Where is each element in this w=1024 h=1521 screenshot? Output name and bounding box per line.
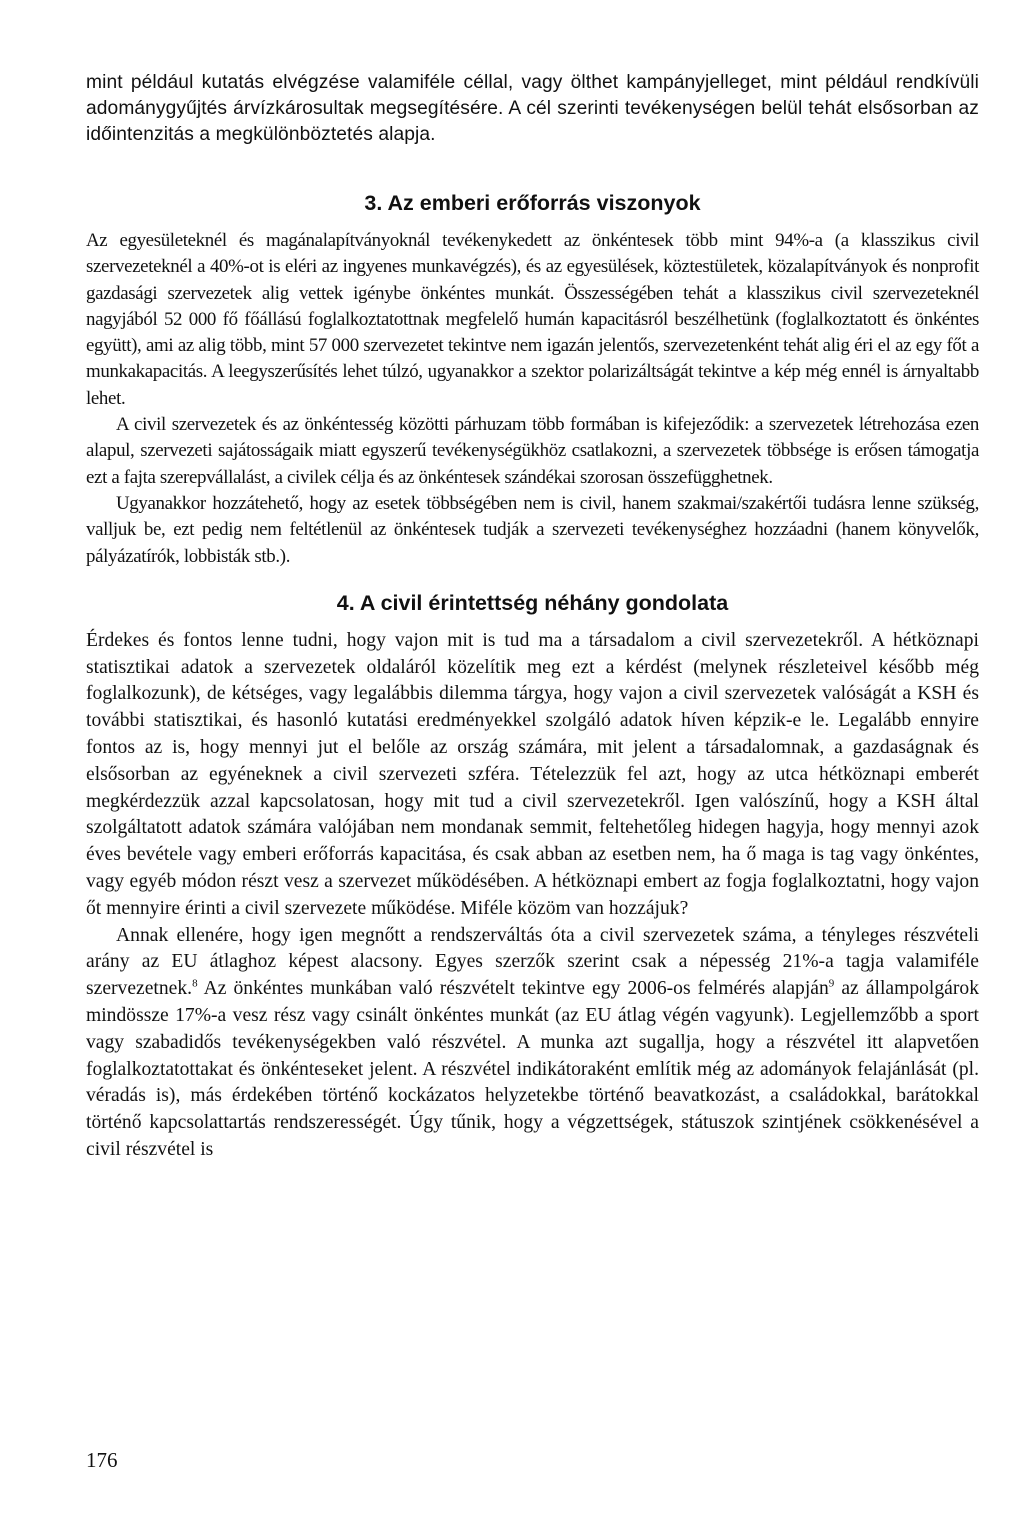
paragraph-text: az állampolgárok mindössze 17%-a vesz rész vagy csinált önkéntes munkát (az EU átlag végén vagyunk). Legjellemzőbb a sport vagy szabadidős tevékenységekben való részvétel. A munka azt sugallja, hogy a részvétel itt alapvetően foglalkoztatottakat és önkénteseket jelent. A részvétel indikátoraként említik még az adományok felajánlását (pl. véradás is), más érdekében történő kockázatos helyzetekbe történő beavatkozást, a családokkal, barátokkal történő kapcsolattartás rendszerességét. Úgy tűnik, hogy a végzettségek, státuszok szintjének csökkenésével a civil részvétel is [86, 978, 979, 1160]
section-3 [86, 188, 979, 570]
intro-block [86, 70, 979, 148]
section-4-paragraph: Érdekes és fontos lenne tudni, hogy vajon mit is tud ma a társadalom a civil szervezetekről. A hétköznapi statisztikai adatok a szervezetek oldaláról közelítik meg ezt a kérdést (melynek részleteivel később még foglalkozunk), de kétséges, vagy legalábbis dilemma tárgya, hogy vajon a civil szervezetek valóságát a KSH és további statisztikai, és hasonló kutatási eredményekkel szolgáló adatok híven képzik-e le. Legalább ennyire fontos az is, hogy mennyi jut el belőle az ország számára, mit jelent a társadalomnak, a gazdaságnak és elsősorban az egyéneknek a civil szervezeti szféra. Tételezzük fel azt, hogy az utca hétköznapi emberét megkérdezzük azzal kapcsolatosan, hogy mit tud a civil szervezetekről. Igen valószínű, hogy a KSH által szolgáltatott adatok számára valójában nem mondanak semmit, feltehetőleg hidegen hagyja, hogy mennyi azok éves bevétele vagy emberi erőforrás kapacitása, és csak abban az esetben nem, ha ő maga is tag vagy önkéntes, vagy egyéb módon részt vesz a szervezet működésében. A hétköznapi embert az fogja foglalkoztatni, hogy vajon őt mennyire érinti a civil szervezete működése. Miféle közöm van hozzájuk? [86, 629, 979, 919]
section-3-paragraph: A civil szervezetek és az önkéntesség közötti párhuzam több formában is kifejeződik: a szervezetek létrehozása ezen alapul, szervezeti sajátosságaik miatt egyszerű tevékenységükhöz csatlakozni, a szervezetek többsége is erősen támogatja ezt a fajta szerepvállalást, a civilek célja és az önkéntesek szándékai szorosan összefügghetnek. [86, 414, 979, 488]
section-3-heading: 3. Az emberi erőforrás viszonyok [364, 191, 701, 215]
paragraph-text: Az önkéntes munkában való részvételt tekintve egy 2006-os felmérés alapján [197, 978, 829, 1000]
footnote-marker[interactable]: 9 [828, 977, 835, 990]
section-3-paragraph: Az egyesületeknél és magánalapítványoknál tevékenykedett az önkéntesek több mint 94%-a (a klasszikus civil szervezeteknél a 40%-ot is eléri az ingyenes munkavégzés), és az egyesülések, köztestületek, közalapítványok és nonprofit gazdasági szervezetek alig vettek igénybe önkéntes munkát. Összességében tehát a klasszikus civil szervezeteknél nagyjából 52 000 fő főállású foglalkoztatottnak megfelelő humán kapacitásról beszélhetünk (foglalkoztatott és önkéntes együtt), ami az alig több, mint 57 000 szervezetet tekintve nem igazán jelentős, szervezetenként tehát alig éri el az egy főt a munkakapacitás. A leegyszerűsítés lehet túlzó, ugyanakkor a szektor polarizáltságát tekintve a kép még ennél is árnyaltabb lehet. [86, 230, 979, 409]
section-4-paragraph-footnoted [86, 923, 979, 1164]
section-3-paragraph: Ugyanakkor hozzátehető, hogy az esetek többségében nem is civil, hanem szakmai/szakértői tudásra lenne szükség, valljuk be, ezt pedig nem feltétlenül az önkéntesek tudják a szervezeti tevékenységhez hozzáadni (hanem könyvelők, pályázatírók, lobbisták stb.). [86, 492, 979, 567]
page-content [86, 70, 979, 1164]
intro-paragraph: mint például kutatás elvégzése valamiféle céllal, vagy ölthet kampányjelleget, mint például rendkívüli adománygyűjtés árvízkárosultak megsegítésére. A cél szerinti tevékenységen belül tehát elsősorban az időintenzitás a megkülönböztetés alapja. [86, 72, 979, 145]
paragraph-text: Annak ellenére, hogy igen megnőtt a rendszerváltás óta a civil szervezetek száma, a tényleges részvételi arány az EU átlaghoz képest alacsony. Egyes szerzők szerint csak a népesség 21%-a tagja valamiféle szervezetnek. [86, 924, 979, 1000]
footnote-marker[interactable]: 8 [192, 977, 198, 990]
section-4-heading: 4. A civil érintettség néhány gondolata [336, 590, 729, 615]
page-number: 176 [86, 1448, 118, 1472]
section-4 [86, 588, 979, 1164]
